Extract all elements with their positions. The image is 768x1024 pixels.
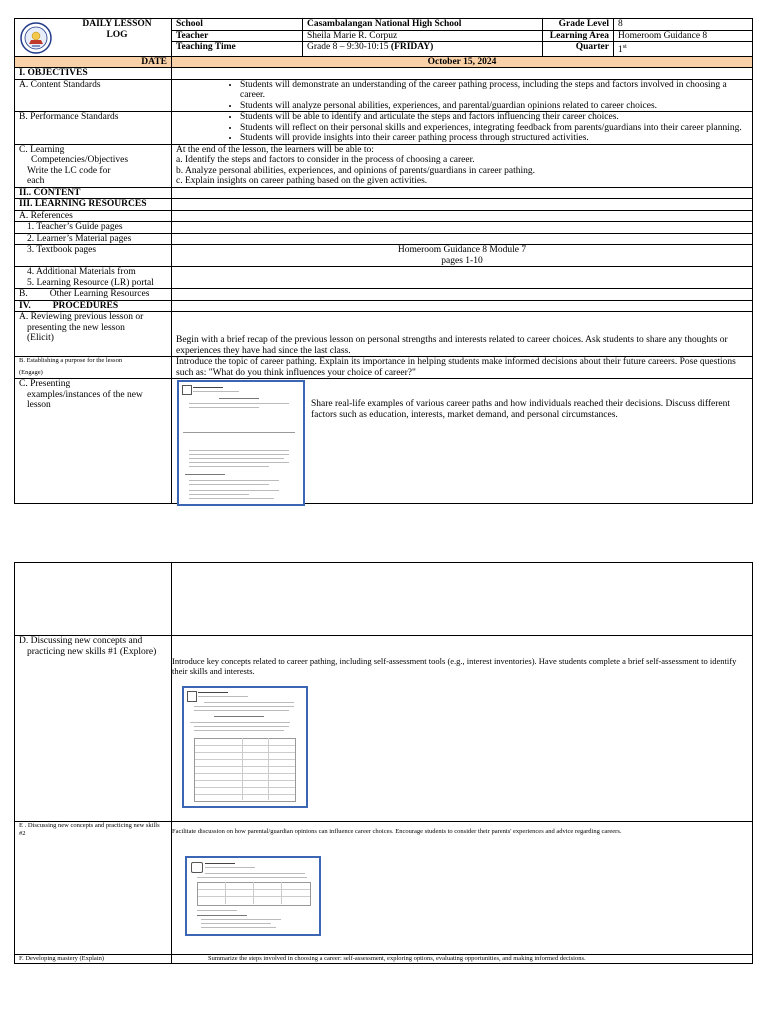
performance-standard-item: • Students will be able to identify and articulate the steps and factors influencing their career choices. [240,112,748,123]
competencies-label-line: Competencies/Objectives [31,155,129,166]
procedure-d-label-line: practicing new skills #1 (Explore) [27,646,157,657]
additional-materials-label [15,267,172,289]
textbook-value-line: Homeroom Guidance 8 Module 7 [397,245,527,256]
procedures-title-text: PROCEDURES [52,300,119,311]
procedure-b-label [15,357,172,379]
procedure-e-label: E . Discussing new concepts and practicing new skills #2 [15,822,172,955]
procedures-title [15,300,172,312]
lets-explore-this-thumbnail [185,856,321,936]
procedure-a-label [15,312,172,357]
performance-standard-item: • Students will reflect on their personal skills and experiences, integrating feedback from parents/guardians into their career planning. [240,123,748,134]
competencies-label [15,144,172,187]
grade-level-value: 8 [614,19,753,31]
procedure-e-cell [172,822,753,955]
objectives-title: I. OBJECTIVES [15,68,172,80]
school-label: School [172,19,303,31]
teacher-label: Teacher [172,30,303,42]
content-standards-label: A. Content Standards [15,79,172,112]
additional-materials-line: 4. Additional Materials from [27,267,136,278]
procedure-d-cell [172,636,753,822]
other-resources-letter: B. [19,289,28,300]
competencies-label-line: C. Learning [19,144,65,155]
procedures-title-num: IV. [19,300,31,311]
procedure-c-text: Share real-life examples of various career paths and how individuals reached their decisions. Discuss different factors such as education, interests, market demand, and personal circumstances. [311,399,730,420]
procedure-c-cell [172,379,753,504]
you-can-do-it-thumbnail [182,686,308,808]
lr-portal-line: 5. Learning Resource (LR) portal [27,277,154,288]
date-value: October 15, 2024 [172,56,753,68]
content-title: II.. CONTENT [15,187,172,199]
performance-standards-cell [172,112,753,145]
performance-standards-label: B. Performance Standards [15,112,172,145]
competencies-cell [172,144,753,187]
teacher-value: Sheila Marie R. Corpuz [303,30,543,42]
lets-try-this-thumbnail [177,380,305,506]
competencies-label-line: Write the LC code for [27,165,111,176]
procedure-b-label-line: B. Establishing a purpose for the lesson [19,357,123,365]
quarter-value: 1 [618,45,623,56]
teaching-time-value: Grade 8 – 9:30-10:15 [307,42,389,52]
content-standard-item: • Students will analyze personal abilities, experiences, and parental/guardian opinions related to career choices. [240,101,748,112]
competencies-label-line: each [27,176,45,187]
grade-level-label: Grade Level [543,19,614,31]
procedure-d-label-line: D. Discussing new concepts and [19,636,143,646]
procedure-f-text: Summarize the steps involved in choosing a career: self-assessment, exploring options, evaluating opportunities, and making informed decisions. [172,955,753,964]
date-label: DATE [15,56,172,68]
learners-material-label: 2. Learner’s Material pages [15,233,172,245]
teaching-time-cell [303,42,543,57]
other-resources-label [15,289,172,301]
quarter-label: Quarter [543,42,614,57]
teaching-time-day: (FRIDAY) [390,42,434,52]
learning-area-value: Homeroom Guidance 8 [614,30,753,42]
quarter-cell [614,42,753,57]
procedure-a-label-line: A. Reviewing previous lesson or [19,312,144,323]
procedure-a-label-line: presenting the new lesson [27,322,125,333]
procedure-f-label: F. Developing mastery (Explain) [15,955,172,964]
dll-page-2 [14,562,752,964]
procedure-c-label-line: C. Presenting [19,379,71,390]
dll-page-1 [14,18,752,504]
content-standards-cell [172,79,753,112]
procedure-c-label-line: examples/instances of the new [27,389,143,400]
references-label: A. References [15,210,172,222]
procedure-c-label-line: lesson [27,400,51,411]
other-resources-text: Other Learning Resources [49,289,150,300]
deped-seal-logo-icon [20,22,52,54]
competency-item: c. Explain insights on career pathing based on the given activities. [176,176,428,187]
quarter-suffix: st [622,44,627,50]
performance-standard-item: • Students will provide insights into their career pathing process through structured activities. [240,133,748,144]
dll-title: DAILY LESSON LOG [82,19,152,40]
header-logo-cell [15,19,172,57]
procedure-e-text: Facilitate discussion on how parental/guardian opinions can influence career choices. Encourage students to consider their parents' experiences and advice regarding careers. [172,828,622,835]
competency-item: b. Analyze personal abilities, experiences, and opinions of parents/guardians in career pathing. [176,165,536,176]
content-standard-item: • Students will demonstrate an understanding of the career pathing process, including the steps and factors involved in choosing a career. [240,80,748,101]
procedure-c-label [15,379,172,504]
textbook-value-cell [172,245,753,267]
procedure-d-text: Introduce key concepts related to career pathing, including self-assessment tools (e.g., interest inventories). Have students complete a brief self-assessment to identify their skills and interests. [172,656,737,676]
school-value: Casambalangan National High School [303,19,543,31]
competency-item: a. Identify the steps and factors to consider in the process of choosing a career. [176,155,475,166]
procedure-a-label-line: (Elicit) [27,333,54,344]
teaching-time-label: Teaching Time [172,42,303,57]
dll-table-page-2 [14,562,753,964]
textbook-value-line: pages 1-10 [441,255,483,266]
competencies-intro: At the end of the lesson, the learners will be able to: [176,144,374,155]
procedure-a-text: Begin with a brief recap of the previous lesson on personal strengths and interests related to career choices. Ask students to share any thoughts or experiences they have had since the last class. [172,312,753,357]
learning-area-label: Learning Area [543,30,614,42]
procedure-d-label [15,636,172,822]
resources-title: III. LEARNING RESOURCES [15,199,172,211]
dll-table-page-1 [14,18,753,504]
procedure-b-label-line: (Engage) [19,369,43,377]
textbook-label: 3. Textbook pages [15,245,172,267]
teachers-guide-label: 1. Teacher’s Guide pages [15,222,172,234]
procedure-b-text: Introduce the topic of career pathing. Explain its importance in helping students make informed decisions about their future careers. Pose questions such as: "What do you think influences your choice of career?" [172,357,753,379]
